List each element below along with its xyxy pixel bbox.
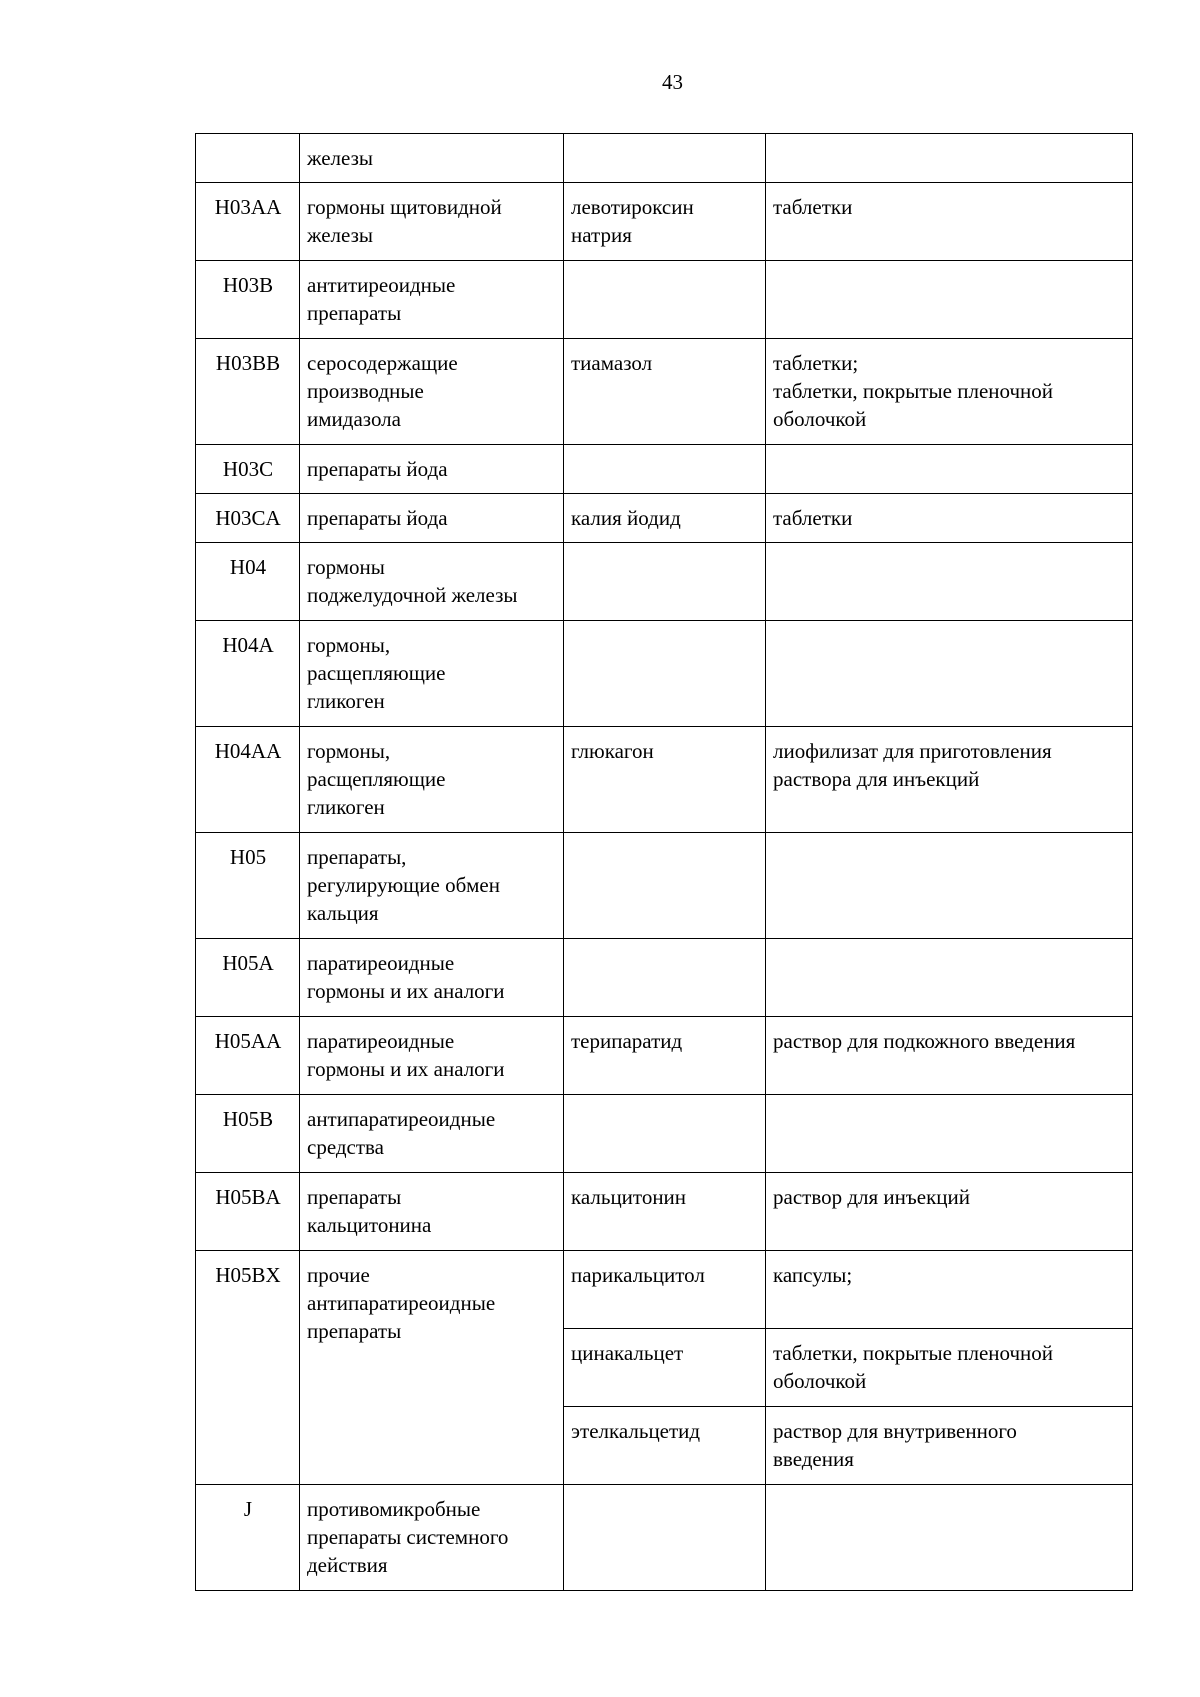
drug-name-cell — [564, 445, 766, 494]
table-row — [196, 494, 1133, 543]
group-name-cell: гормоны поджелудочной железы — [300, 543, 564, 621]
table-row — [196, 621, 1133, 727]
dosage-form-cell: раствор для инъекций — [766, 1173, 1133, 1251]
drug-name-cell: левотироксин натрия — [564, 183, 766, 261]
table-row — [196, 833, 1133, 939]
table-row — [196, 445, 1133, 494]
dosage-form-cell: лиофилизат для приготовления раствора для инъекций — [766, 727, 1133, 833]
dosage-form-cell: таблетки — [766, 183, 1133, 261]
table-row — [196, 339, 1133, 445]
group-name-cell: паратиреоидные гормоны и их аналоги — [300, 1017, 564, 1095]
atc-code-cell: H05 — [196, 833, 300, 939]
group-name-cell: паратиреоидные гормоны и их аналоги — [300, 939, 564, 1017]
dosage-form-cell — [766, 833, 1133, 939]
table-row — [196, 1251, 1133, 1329]
group-name-cell: серосодержащие производные имидазола — [300, 339, 564, 445]
drug-name-cell: глюкагон — [564, 727, 766, 833]
drug-name-cell — [564, 1485, 766, 1591]
page-number: 43 — [662, 70, 683, 94]
table-row — [196, 261, 1133, 339]
drug-name-cell: тиамазол — [564, 339, 766, 445]
group-name-cell: гормоны, расщепляющие гликоген — [300, 727, 564, 833]
drug-name-cell: этелкальцетид — [564, 1407, 766, 1485]
table-row — [196, 939, 1133, 1017]
dosage-form-cell: таблетки, покрытые пленочной оболочкой — [766, 1329, 1133, 1407]
drug-name-cell: парикальцитол — [564, 1251, 766, 1329]
drug-name-cell — [564, 833, 766, 939]
atc-code-cell — [196, 134, 300, 183]
table-row — [196, 727, 1133, 833]
drug-name-cell: кальцитонин — [564, 1173, 766, 1251]
atc-code-cell: H03CA — [196, 494, 300, 543]
dosage-form-cell — [766, 543, 1133, 621]
atc-code-cell: H03B — [196, 261, 300, 339]
drug-name-cell: цинакальцет — [564, 1329, 766, 1407]
table-row — [196, 1095, 1133, 1173]
atc-code-cell: H05AA — [196, 1017, 300, 1095]
group-name-cell: антипаратиреоидные средства — [300, 1095, 564, 1173]
group-name-cell: препараты йода — [300, 494, 564, 543]
dosage-form-cell — [766, 134, 1133, 183]
atc-code-cell: J — [196, 1485, 300, 1591]
atc-code-cell: H03AA — [196, 183, 300, 261]
table-row — [196, 134, 1133, 183]
atc-code-cell: H03BB — [196, 339, 300, 445]
atc-code-cell: H04A — [196, 621, 300, 727]
drug-name-cell — [564, 939, 766, 1017]
drug-name-cell — [564, 621, 766, 727]
atc-code-cell: H05BX — [196, 1251, 300, 1485]
table-row — [196, 1173, 1133, 1251]
atc-code-cell: H05B — [196, 1095, 300, 1173]
dosage-form-cell: раствор для внутривенного введения — [766, 1407, 1133, 1485]
drug-name-cell — [564, 134, 766, 183]
group-name-cell: железы — [300, 134, 564, 183]
group-name-cell: прочие антипаратиреоидные препараты — [300, 1251, 564, 1485]
group-name-cell: противомикробные препараты системного действия — [300, 1485, 564, 1591]
dosage-form-cell — [766, 1485, 1133, 1591]
atc-code-cell: H05A — [196, 939, 300, 1017]
table-row — [196, 183, 1133, 261]
group-name-cell: гормоны, расщепляющие гликоген — [300, 621, 564, 727]
dosage-form-cell — [766, 261, 1133, 339]
group-name-cell: препараты кальцитонина — [300, 1173, 564, 1251]
atc-code-cell: H04AA — [196, 727, 300, 833]
atc-code-cell: H05BA — [196, 1173, 300, 1251]
dosage-form-cell: таблетки — [766, 494, 1133, 543]
atc-code-cell: H04 — [196, 543, 300, 621]
dosage-form-cell — [766, 1095, 1133, 1173]
dosage-form-cell: таблетки; таблетки, покрытые пленочной оболочкой — [766, 339, 1133, 445]
dosage-form-cell — [766, 621, 1133, 727]
table-row — [196, 543, 1133, 621]
drug-name-cell — [564, 1095, 766, 1173]
dosage-form-cell: раствор для подкожного введения — [766, 1017, 1133, 1095]
drug-name-cell: калия йодид — [564, 494, 766, 543]
dosage-form-cell — [766, 445, 1133, 494]
dosage-form-cell: капсулы; — [766, 1251, 1133, 1329]
drug-classification-table — [195, 133, 1133, 1591]
table-row — [196, 1485, 1133, 1591]
dosage-form-cell — [766, 939, 1133, 1017]
group-name-cell: гормоны щитовидной железы — [300, 183, 564, 261]
group-name-cell: антитиреоидные препараты — [300, 261, 564, 339]
table-row — [196, 1017, 1133, 1095]
drug-name-cell: терипаратид — [564, 1017, 766, 1095]
drug-name-cell — [564, 261, 766, 339]
group-name-cell: препараты, регулирующие обмен кальция — [300, 833, 564, 939]
drug-name-cell — [564, 543, 766, 621]
atc-code-cell: H03C — [196, 445, 300, 494]
group-name-cell: препараты йода — [300, 445, 564, 494]
